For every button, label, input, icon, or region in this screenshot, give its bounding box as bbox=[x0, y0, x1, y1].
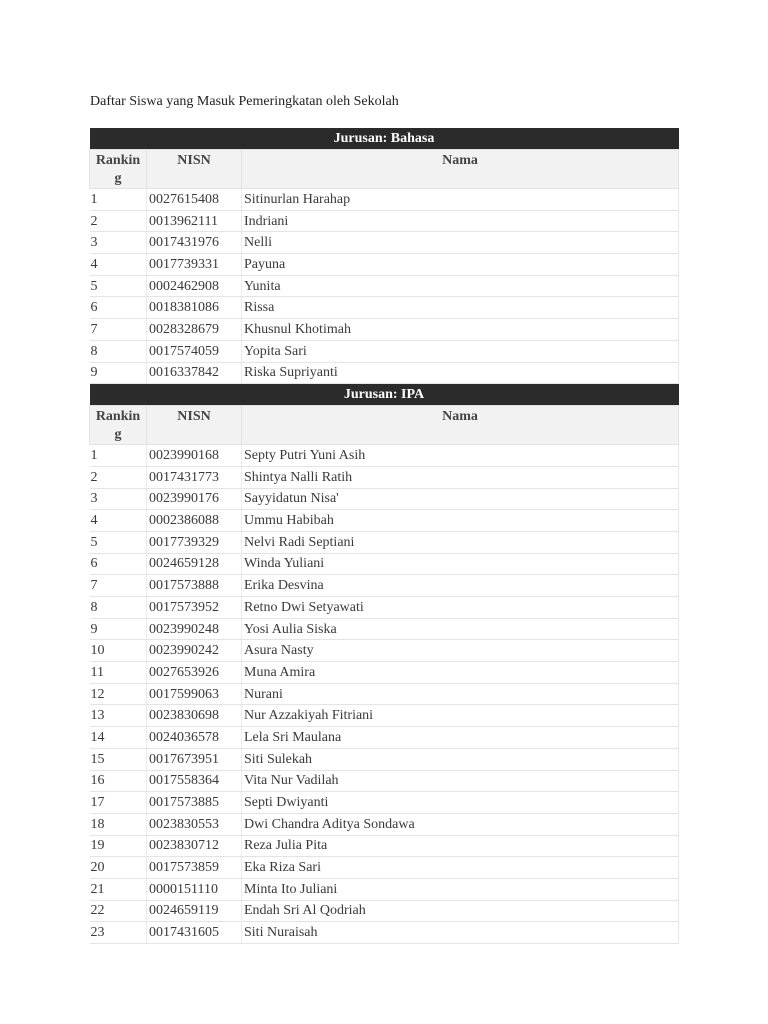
ranking-cell: 17 bbox=[90, 792, 147, 814]
table-row bbox=[90, 275, 679, 297]
table-row bbox=[90, 297, 679, 319]
nisn-cell: 0028328679 bbox=[147, 319, 242, 341]
nama-cell: Eka Riza Sari bbox=[242, 857, 679, 879]
ranking-cell: 1 bbox=[90, 189, 147, 211]
ranking-cell: 16 bbox=[90, 770, 147, 792]
column-header-nama: Nama bbox=[242, 406, 679, 445]
nisn-cell: 0023830712 bbox=[147, 835, 242, 857]
column-header-nisn: NISN bbox=[147, 406, 242, 445]
column-header-nisn: NISN bbox=[147, 150, 242, 189]
nisn-cell: 0024659128 bbox=[147, 553, 242, 575]
nama-cell: Yosi Aulia Siska bbox=[242, 618, 679, 640]
nama-cell: Indriani bbox=[242, 210, 679, 232]
nama-cell: Siti Nuraisah bbox=[242, 922, 679, 944]
nisn-cell: 0023990248 bbox=[147, 618, 242, 640]
nama-cell: Retno Dwi Setyawati bbox=[242, 597, 679, 619]
nisn-cell: 0023990242 bbox=[147, 640, 242, 662]
table-row bbox=[90, 575, 679, 597]
table-row bbox=[90, 553, 679, 575]
table-row bbox=[90, 878, 679, 900]
ranking-cell: 12 bbox=[90, 683, 147, 705]
nisn-cell: 0023830553 bbox=[147, 813, 242, 835]
column-header-nama: Nama bbox=[242, 150, 679, 189]
ranking-cell: 7 bbox=[90, 575, 147, 597]
ranking-cell: 3 bbox=[90, 488, 147, 510]
table-row bbox=[90, 618, 679, 640]
ranking-cell: 23 bbox=[90, 922, 147, 944]
nama-cell: Dwi Chandra Aditya Sondawa bbox=[242, 813, 679, 835]
ranking-table bbox=[89, 128, 679, 944]
nisn-cell: 0002386088 bbox=[147, 510, 242, 532]
nama-cell: Riska Supriyanti bbox=[242, 362, 679, 384]
nama-cell: Ummu Habibah bbox=[242, 510, 679, 532]
ranking-cell: 8 bbox=[90, 597, 147, 619]
ranking-cell: 18 bbox=[90, 813, 147, 835]
nama-cell: Winda Yuliani bbox=[242, 553, 679, 575]
nama-cell: Reza Julia Pita bbox=[242, 835, 679, 857]
table-row bbox=[90, 770, 679, 792]
nisn-cell: 0027653926 bbox=[147, 662, 242, 684]
table-row bbox=[90, 232, 679, 254]
column-header-ranking: Rankin g bbox=[90, 150, 147, 189]
nama-cell: Nurani bbox=[242, 683, 679, 705]
ranking-cell: 4 bbox=[90, 254, 147, 276]
nama-cell: Muna Amira bbox=[242, 662, 679, 684]
table-row bbox=[90, 531, 679, 553]
nisn-cell: 0017431976 bbox=[147, 232, 242, 254]
nama-cell: Sitinurlan Harahap bbox=[242, 189, 679, 211]
nisn-cell: 0013962111 bbox=[147, 210, 242, 232]
ranking-cell: 11 bbox=[90, 662, 147, 684]
nama-cell: Lela Sri Maulana bbox=[242, 727, 679, 749]
nama-cell: Sayyidatun Nisa' bbox=[242, 488, 679, 510]
nisn-cell: 0017739331 bbox=[147, 254, 242, 276]
table-row bbox=[90, 705, 679, 727]
ranking-cell: 20 bbox=[90, 857, 147, 879]
nisn-cell: 0017573885 bbox=[147, 792, 242, 814]
ranking-table-body bbox=[90, 128, 679, 944]
ranking-cell: 13 bbox=[90, 705, 147, 727]
ranking-cell: 10 bbox=[90, 640, 147, 662]
column-header-row bbox=[90, 150, 679, 189]
section-header-row bbox=[90, 384, 679, 406]
nama-cell: Yunita bbox=[242, 275, 679, 297]
section-title: Jurusan: IPA bbox=[90, 384, 679, 406]
nisn-cell: 0017574059 bbox=[147, 340, 242, 362]
nisn-cell: 0017573952 bbox=[147, 597, 242, 619]
nama-cell: Vita Nur Vadilah bbox=[242, 770, 679, 792]
ranking-cell: 8 bbox=[90, 340, 147, 362]
nisn-cell: 0017599063 bbox=[147, 683, 242, 705]
table-row bbox=[90, 445, 679, 467]
table-row bbox=[90, 900, 679, 922]
nisn-cell: 0023990176 bbox=[147, 488, 242, 510]
nisn-cell: 0017431773 bbox=[147, 466, 242, 488]
table-row bbox=[90, 340, 679, 362]
nama-cell: Nur Azzakiyah Fitriani bbox=[242, 705, 679, 727]
section-title: Jurusan: Bahasa bbox=[90, 128, 679, 150]
table-row bbox=[90, 210, 679, 232]
ranking-cell: 9 bbox=[90, 362, 147, 384]
table-row bbox=[90, 362, 679, 384]
table-row bbox=[90, 510, 679, 532]
section-header-row bbox=[90, 128, 679, 150]
nisn-cell: 0000151110 bbox=[147, 878, 242, 900]
nisn-cell: 0018381086 bbox=[147, 297, 242, 319]
table-row bbox=[90, 189, 679, 211]
ranking-cell: 1 bbox=[90, 445, 147, 467]
table-row bbox=[90, 835, 679, 857]
nama-cell: Asura Nasty bbox=[242, 640, 679, 662]
nisn-cell: 0024659119 bbox=[147, 900, 242, 922]
nisn-cell: 0017573888 bbox=[147, 575, 242, 597]
table-row bbox=[90, 466, 679, 488]
nisn-cell: 0024036578 bbox=[147, 727, 242, 749]
table-row bbox=[90, 683, 679, 705]
nama-cell: Minta Ito Juliani bbox=[242, 878, 679, 900]
nisn-cell: 0016337842 bbox=[147, 362, 242, 384]
nama-cell: Erika Desvina bbox=[242, 575, 679, 597]
ranking-cell: 6 bbox=[90, 553, 147, 575]
nisn-cell: 0023990168 bbox=[147, 445, 242, 467]
ranking-cell: 9 bbox=[90, 618, 147, 640]
nama-cell: Shintya Nalli Ratih bbox=[242, 466, 679, 488]
ranking-cell: 2 bbox=[90, 210, 147, 232]
ranking-cell: 15 bbox=[90, 748, 147, 770]
ranking-cell: 7 bbox=[90, 319, 147, 341]
nisn-cell: 0017431605 bbox=[147, 922, 242, 944]
table-row bbox=[90, 662, 679, 684]
nisn-cell: 0027615408 bbox=[147, 189, 242, 211]
nama-cell: Rissa bbox=[242, 297, 679, 319]
table-row bbox=[90, 922, 679, 944]
nisn-cell: 0002462908 bbox=[147, 275, 242, 297]
table-row bbox=[90, 319, 679, 341]
table-row bbox=[90, 640, 679, 662]
ranking-cell: 22 bbox=[90, 900, 147, 922]
nama-cell: Nelli bbox=[242, 232, 679, 254]
ranking-cell: 5 bbox=[90, 531, 147, 553]
column-header-ranking: Rankin g bbox=[90, 406, 147, 445]
table-row bbox=[90, 748, 679, 770]
nisn-cell: 0017673951 bbox=[147, 748, 242, 770]
nama-cell: Nelvi Radi Septiani bbox=[242, 531, 679, 553]
ranking-cell: 4 bbox=[90, 510, 147, 532]
column-header-row bbox=[90, 406, 679, 445]
nisn-cell: 0017558364 bbox=[147, 770, 242, 792]
nama-cell: Endah Sri Al Qodriah bbox=[242, 900, 679, 922]
nama-cell: Septi Dwiyanti bbox=[242, 792, 679, 814]
nisn-cell: 0017739329 bbox=[147, 531, 242, 553]
nama-cell: Siti Sulekah bbox=[242, 748, 679, 770]
ranking-cell: 3 bbox=[90, 232, 147, 254]
ranking-cell: 5 bbox=[90, 275, 147, 297]
ranking-cell: 6 bbox=[90, 297, 147, 319]
ranking-cell: 19 bbox=[90, 835, 147, 857]
nisn-cell: 0023830698 bbox=[147, 705, 242, 727]
table-row bbox=[90, 254, 679, 276]
table-row bbox=[90, 488, 679, 510]
ranking-cell: 14 bbox=[90, 727, 147, 749]
nama-cell: Yopita Sari bbox=[242, 340, 679, 362]
ranking-cell: 21 bbox=[90, 878, 147, 900]
table-row bbox=[90, 792, 679, 814]
nisn-cell: 0017573859 bbox=[147, 857, 242, 879]
nama-cell: Khusnul Khotimah bbox=[242, 319, 679, 341]
table-row bbox=[90, 813, 679, 835]
table-row bbox=[90, 727, 679, 749]
page-title: Daftar Siswa yang Masuk Pemeringkatan oleh Sekolah bbox=[90, 94, 399, 109]
table-row bbox=[90, 597, 679, 619]
nama-cell: Payuna bbox=[242, 254, 679, 276]
nama-cell: Septy Putri Yuni Asih bbox=[242, 445, 679, 467]
table-row bbox=[90, 857, 679, 879]
ranking-cell: 2 bbox=[90, 466, 147, 488]
